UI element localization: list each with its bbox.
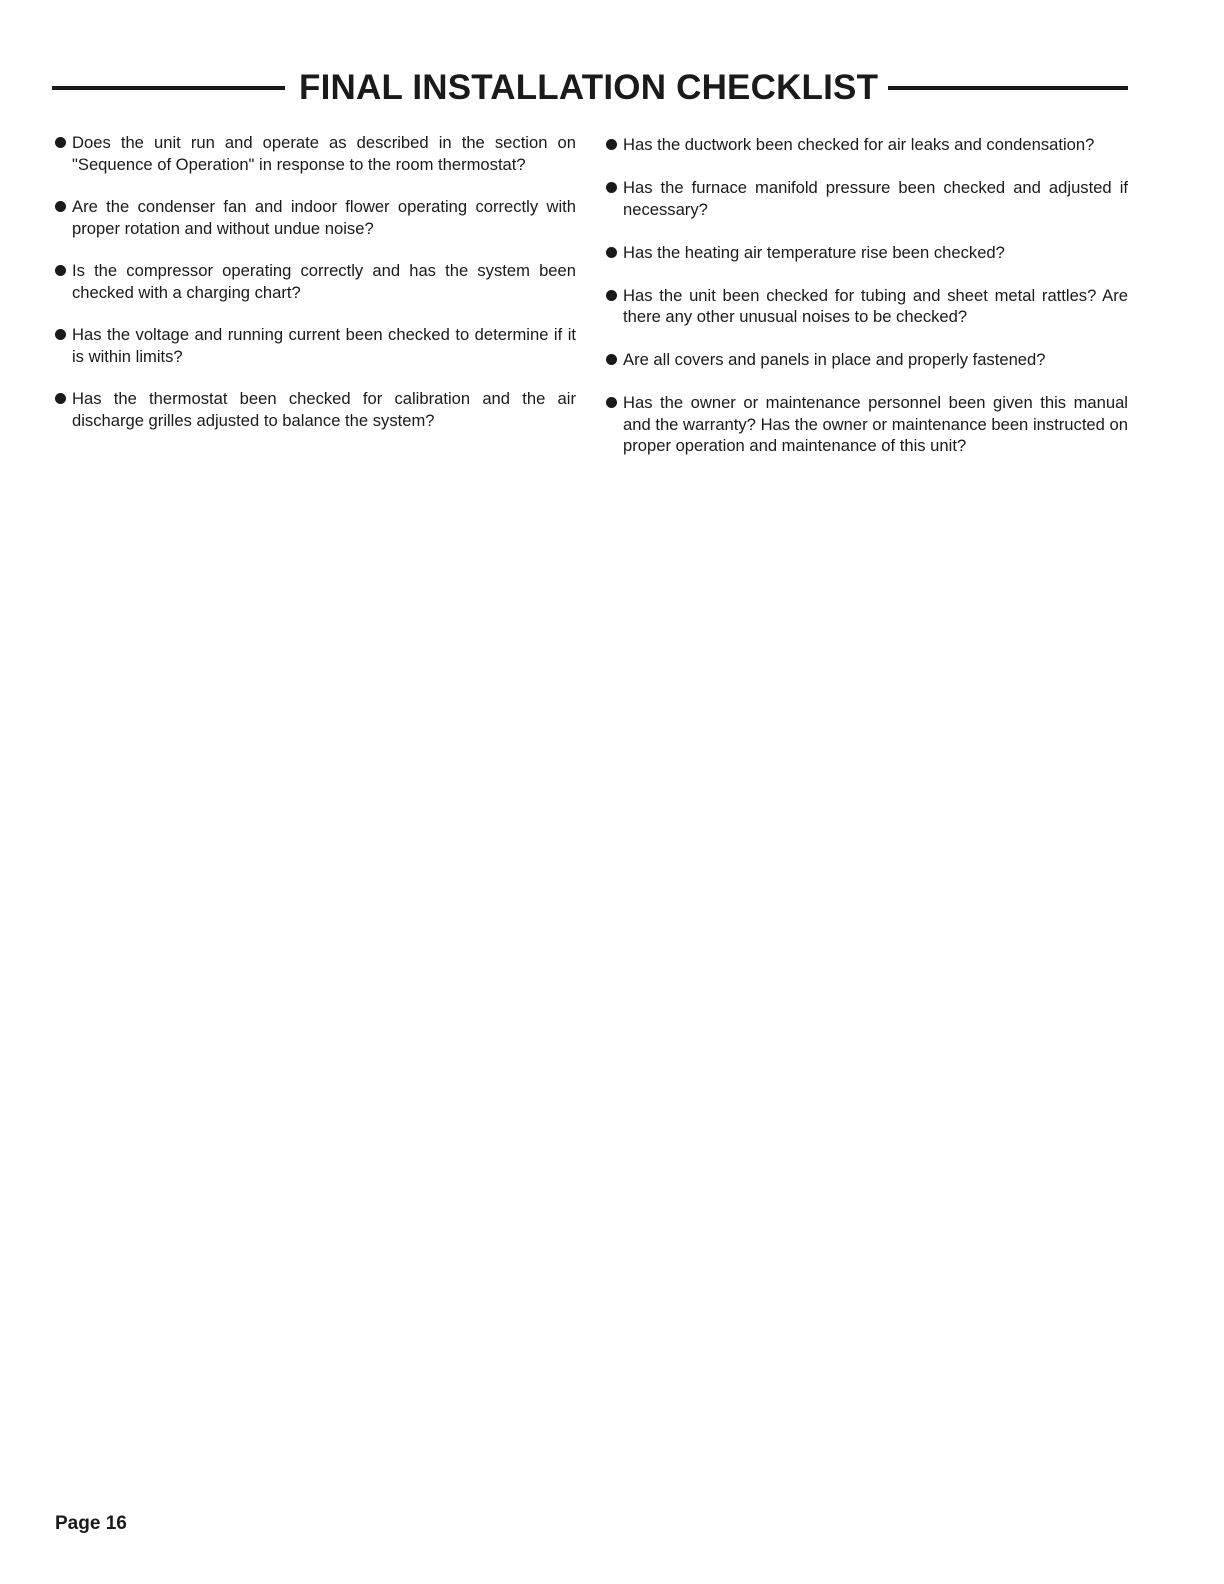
bullet-icon	[606, 182, 617, 193]
checklist-item-text: Are all covers and panels in place and properly fastened?	[623, 350, 1046, 369]
bullet-icon	[606, 247, 617, 258]
checklist-item	[606, 392, 1128, 457]
checklist-item-text: Are the condenser fan and indoor flower operating correctly with proper rotation and without undue noise?	[72, 197, 576, 238]
checklist-item	[606, 177, 1128, 220]
checklist-item	[55, 132, 576, 175]
checklist-column-right	[606, 134, 1128, 478]
bullet-icon	[55, 393, 66, 404]
checklist-item-text: Has the owner or maintenance personnel been given this manual and the warranty? Has the owner or maintenance been instructed on proper operation and maintenance of this unit?	[623, 393, 1128, 455]
bullet-icon	[606, 290, 617, 301]
checklist-item-text: Has the unit been checked for tubing and sheet metal rattles? Are there any other unusual noises to be checked?	[623, 285, 1128, 326]
checklist-item-text: Has the furnace manifold pressure been checked and adjusted if necessary?	[623, 178, 1128, 219]
page-title: FINAL INSTALLATION CHECKLIST	[299, 68, 879, 107]
checklist-item	[606, 285, 1128, 328]
bullet-icon	[55, 137, 66, 148]
checklist-item-text: Has the voltage and running current been checked to determine if it is within limits?	[72, 325, 576, 366]
checklist-item	[55, 388, 576, 431]
checklist-item	[606, 349, 1128, 371]
bullet-icon	[55, 201, 66, 212]
title-rule-right	[888, 86, 1128, 90]
checklist-item-text: Has the thermostat been checked for calibration and the air discharge grilles adjusted to balance the system?	[72, 389, 576, 430]
checklist-item-text: Has the ductwork been checked for air leaks and condensation?	[623, 135, 1095, 154]
checklist-item	[606, 134, 1128, 156]
checklist-item	[55, 196, 576, 239]
bullet-icon	[55, 265, 66, 276]
page-number: Page 16	[55, 1513, 127, 1534]
bullet-icon	[606, 354, 617, 365]
bullet-icon	[55, 329, 66, 340]
bullet-icon	[606, 397, 617, 408]
checklist-item	[606, 242, 1128, 264]
checklist-item-text: Is the compressor operating correctly and has the system been checked with a charging chart?	[72, 261, 576, 302]
bullet-icon	[606, 139, 617, 150]
checklist-item-text: Has the heating air temperature rise been checked?	[623, 242, 1005, 262]
checklist-item	[55, 260, 576, 303]
checklist-column-left	[55, 132, 576, 452]
section-header	[52, 66, 1128, 110]
checklist-item	[55, 324, 576, 367]
title-rule-left	[52, 86, 285, 90]
checklist-item-text: Does the unit run and operate as described in the section on "Sequence of Operation" in response to the room thermostat?	[72, 133, 576, 174]
